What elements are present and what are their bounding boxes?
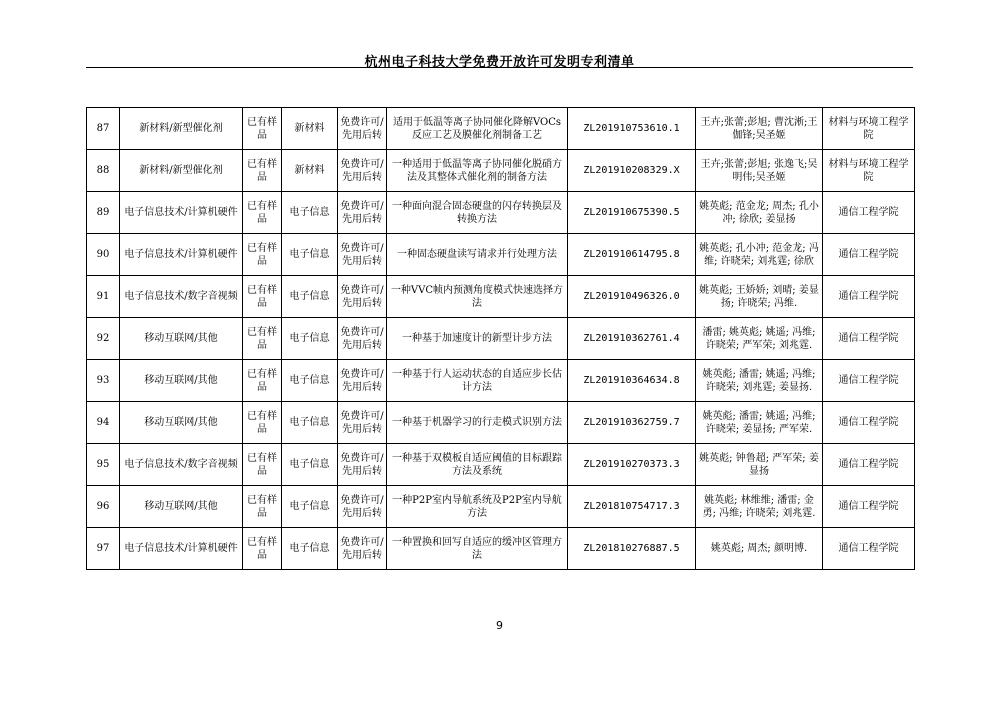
patent-number-cell: ZL201910753610.1: [568, 108, 696, 150]
license-type-cell: 免费许可/先用后转: [338, 150, 387, 192]
tech-field-cell: 新材料/新型催化剂: [120, 150, 243, 192]
inventors-cell: 姚英彪; 林维维; 潘雷; 金勇; 冯维; 许晓荣; 刘兆霆.: [696, 486, 823, 528]
patent-name-cell: 一种基于行人运动状态的自适应步长估计方法: [387, 360, 568, 402]
inventors-cell: 王卉;张蕾;彭旭; 张逸飞;吴明伟;吴圣姬: [696, 150, 823, 192]
inventors-cell: 潘雷; 姚英彪; 姚遥; 冯维; 许晓荣; 严军荣; 刘兆霆.: [696, 318, 823, 360]
patent-number-cell: ZL201910362761.4: [568, 318, 696, 360]
license-type-cell: 免费许可/先用后转: [338, 444, 387, 486]
row-index-cell: 97: [87, 528, 120, 570]
patent-name-cell: 一种基于机器学习的行走模式识别方法: [387, 402, 568, 444]
patent-name-cell: 一种基于加速度计的新型计步方法: [387, 318, 568, 360]
table-row: [87, 444, 915, 486]
row-index-cell: 95: [87, 444, 120, 486]
sample-status-cell: 已有样品: [243, 318, 282, 360]
college-cell: 材料与环境工程学院: [823, 150, 915, 192]
patent-number-cell: ZL201810276887.5: [568, 528, 696, 570]
patent-name-cell: 一种固态硬盘读写请求并行处理方法: [387, 234, 568, 276]
page-number: 9: [496, 619, 503, 632]
patent-name-cell: 一种置换和回写自适应的缓冲区管理方法: [387, 528, 568, 570]
sample-status-cell: 已有样品: [243, 444, 282, 486]
patent-name-cell: 一种面向混合固态硬盘的闪存转换层及转换方法: [387, 192, 568, 234]
college-cell: 通信工程学院: [823, 192, 915, 234]
inventors-cell: 姚英彪; 潘雷; 姚遥; 冯维; 许晓荣; 姜显扬; 严军荣.: [696, 402, 823, 444]
inventors-cell: 姚英彪; 范金龙; 周杰; 孔小冲; 徐欣; 姜显扬: [696, 192, 823, 234]
table-row: [87, 192, 915, 234]
table-row: [87, 360, 915, 402]
tech-field-cell: 电子信息技术/数字音视频: [120, 444, 243, 486]
college-cell: 通信工程学院: [823, 318, 915, 360]
inventors-cell: 姚英彪; 王娇娇; 刘晴; 姜显扬; 许晓荣; 冯维.: [696, 276, 823, 318]
college-cell: 通信工程学院: [823, 276, 915, 318]
inventors-cell: 姚英彪; 钟鲁超; 严军荣; 姜显扬: [696, 444, 823, 486]
inventors-cell: 姚英彪; 潘雷; 姚遥; 冯维; 许晓荣; 刘兆霆; 姜显扬.: [696, 360, 823, 402]
license-type-cell: 免费许可/先用后转: [338, 360, 387, 402]
tech-field-cell: 电子信息技术/计算机硬件: [120, 234, 243, 276]
table-row: [87, 318, 915, 360]
college-cell: 通信工程学院: [823, 486, 915, 528]
patent-name-cell: 一种适用于低温等离子协同催化脱硝方法及其整体式催化剂的制备方法: [387, 150, 568, 192]
sample-status-cell: 已有样品: [243, 150, 282, 192]
patent-number-cell: ZL201910496326.0: [568, 276, 696, 318]
sample-status-cell: 已有样品: [243, 276, 282, 318]
category-cell: 电子信息: [282, 486, 338, 528]
college-cell: 通信工程学院: [823, 360, 915, 402]
category-cell: 电子信息: [282, 192, 338, 234]
sample-status-cell: 已有样品: [243, 234, 282, 276]
category-cell: 新材料: [282, 150, 338, 192]
category-cell: 电子信息: [282, 402, 338, 444]
tech-field-cell: 电子信息技术/数字音视频: [120, 276, 243, 318]
license-type-cell: 免费许可/先用后转: [338, 318, 387, 360]
tech-field-cell: 移动互联网/其他: [120, 486, 243, 528]
category-cell: 新材料: [282, 108, 338, 150]
patent-number-cell: ZL201910675390.5: [568, 192, 696, 234]
category-cell: 电子信息: [282, 528, 338, 570]
license-type-cell: 免费许可/先用后转: [338, 486, 387, 528]
sample-status-cell: 已有样品: [243, 108, 282, 150]
inventors-cell: 姚英彪; 孔小冲; 范金龙; 冯维; 许晓荣; 刘兆霆; 徐欣: [696, 234, 823, 276]
category-cell: 电子信息: [282, 318, 338, 360]
row-index-cell: 96: [87, 486, 120, 528]
table-row: [87, 402, 915, 444]
patent-name-cell: 适用于低温等离子协同催化降解VOCs反应工艺及膜催化剂制备工艺: [387, 108, 568, 150]
patent-number-cell: ZL201910208329.X: [568, 150, 696, 192]
college-cell: 通信工程学院: [823, 528, 915, 570]
inventors-cell: 姚英彪; 周杰; 颜明博.: [696, 528, 823, 570]
patent-number-cell: ZL201910614795.8: [568, 234, 696, 276]
inventors-cell: 王卉;张蕾;彭旭; 曹沈淅;王伽锋;吴圣姬: [696, 108, 823, 150]
table-row: [87, 150, 915, 192]
patent-table-body: [87, 108, 915, 570]
tech-field-cell: 电子信息技术/计算机硬件: [120, 192, 243, 234]
page-title: 杭州电子科技大学免费开放许可发明专利清单: [364, 55, 635, 70]
row-index-cell: 87: [87, 108, 120, 150]
tech-field-cell: 移动互联网/其他: [120, 318, 243, 360]
college-cell: 通信工程学院: [823, 234, 915, 276]
patent-table: [86, 107, 915, 570]
row-index-cell: 89: [87, 192, 120, 234]
sample-status-cell: 已有样品: [243, 528, 282, 570]
header-rule: [86, 67, 913, 68]
row-index-cell: 88: [87, 150, 120, 192]
license-type-cell: 免费许可/先用后转: [338, 234, 387, 276]
license-type-cell: 免费许可/先用后转: [338, 402, 387, 444]
tech-field-cell: 移动互联网/其他: [120, 402, 243, 444]
category-cell: 电子信息: [282, 276, 338, 318]
table-row: [87, 108, 915, 150]
sample-status-cell: 已有样品: [243, 360, 282, 402]
table-row: [87, 486, 915, 528]
patent-number-cell: ZL201910364634.8: [568, 360, 696, 402]
patent-number-cell: ZL201810754717.3: [568, 486, 696, 528]
row-index-cell: 92: [87, 318, 120, 360]
patent-name-cell: 一种VVC帧内预测角度模式快速选择方法: [387, 276, 568, 318]
row-index-cell: 90: [87, 234, 120, 276]
category-cell: 电子信息: [282, 444, 338, 486]
sample-status-cell: 已有样品: [243, 486, 282, 528]
college-cell: 材料与环境工程学院: [823, 108, 915, 150]
category-cell: 电子信息: [282, 234, 338, 276]
sample-status-cell: 已有样品: [243, 192, 282, 234]
category-cell: 电子信息: [282, 360, 338, 402]
row-index-cell: 93: [87, 360, 120, 402]
tech-field-cell: 移动互联网/其他: [120, 360, 243, 402]
table-row: [87, 234, 915, 276]
patent-number-cell: ZL201910362759.7: [568, 402, 696, 444]
tech-field-cell: 电子信息技术/计算机硬件: [120, 528, 243, 570]
table-row: [87, 276, 915, 318]
patent-name-cell: 一种基于双模板自适应阈值的目标跟踪方法及系统: [387, 444, 568, 486]
license-type-cell: 免费许可/先用后转: [338, 108, 387, 150]
college-cell: 通信工程学院: [823, 402, 915, 444]
row-index-cell: 94: [87, 402, 120, 444]
table-row: [87, 528, 915, 570]
row-index-cell: 91: [87, 276, 120, 318]
license-type-cell: 免费许可/先用后转: [338, 528, 387, 570]
sample-status-cell: 已有样品: [243, 402, 282, 444]
license-type-cell: 免费许可/先用后转: [338, 276, 387, 318]
college-cell: 通信工程学院: [823, 444, 915, 486]
tech-field-cell: 新材料/新型催化剂: [120, 108, 243, 150]
patent-number-cell: ZL201910270373.3: [568, 444, 696, 486]
patent-name-cell: 一种P2P室内导航系统及P2P室内导航方法: [387, 486, 568, 528]
license-type-cell: 免费许可/先用后转: [338, 192, 387, 234]
